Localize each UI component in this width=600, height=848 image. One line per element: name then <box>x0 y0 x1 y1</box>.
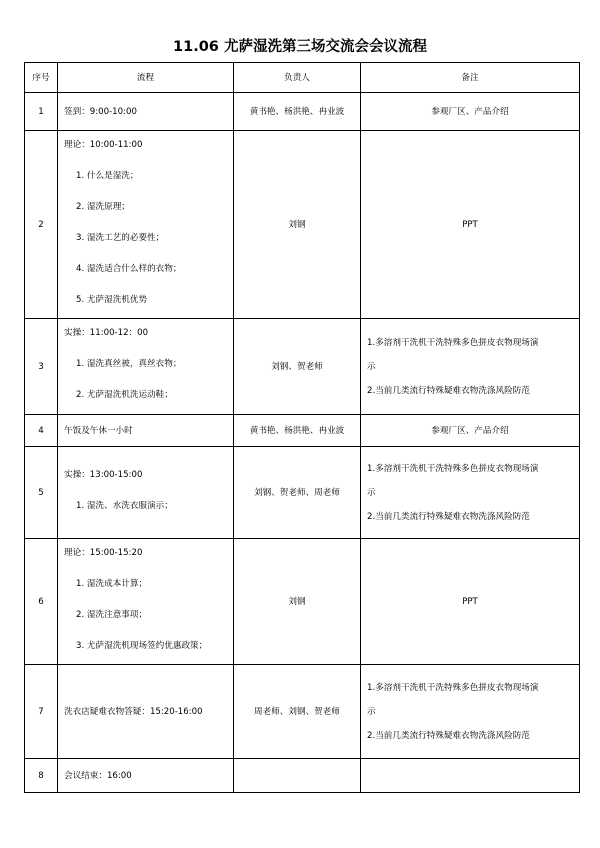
agenda-table <box>24 62 580 793</box>
row-owner: 周老师、刘钢、贺老师 <box>234 665 361 759</box>
row-no: 6 <box>25 539 58 665</box>
row-flow: 午饭及午休一小时 <box>58 415 234 447</box>
row-owner: 刘钢、贺老师 <box>234 319 361 415</box>
row-notes: PPT <box>361 131 580 319</box>
table-row <box>25 665 580 759</box>
table-row <box>25 415 580 447</box>
row-no: 5 <box>25 447 58 539</box>
row-owner: 刘钢 <box>234 539 361 665</box>
header-owner: 负责人 <box>234 63 361 93</box>
row-notes: 参观厂区、产品介绍 <box>361 93 580 131</box>
header-row <box>25 63 580 93</box>
row-owner: 黄书艳、杨洪艳、冉业波 <box>234 415 361 447</box>
row-notes <box>361 759 580 793</box>
row-notes: 1.多溶剂干洗机干洗特殊多色拼皮衣物现场演 示 2.当前几类流行特殊疑难衣物洗涤风险防范 <box>361 447 580 539</box>
row-no: 2 <box>25 131 58 319</box>
row-no: 4 <box>25 415 58 447</box>
table-row <box>25 447 580 539</box>
row-flow: 理论：10:00-11:00 1. 什么是湿洗； 2. 湿洗原理； 3. 湿洗工艺的必要性； 4. 湿洗适合什么样的衣物； 5. 尤萨湿洗机优势 <box>58 131 234 319</box>
header-no: 序号 <box>25 63 58 93</box>
table-row <box>25 131 580 319</box>
row-flow: 实操：11:00-12：00 1. 湿洗真丝被，真丝衣物； 2. 尤萨湿洗机洗运动鞋； <box>58 319 234 415</box>
table-row <box>25 93 580 131</box>
row-notes: 参观厂区、产品介绍 <box>361 415 580 447</box>
row-no: 8 <box>25 759 58 793</box>
row-flow: 洗衣店疑难衣物答疑：15:20-16:00 <box>58 665 234 759</box>
row-owner: 黄书艳、杨洪艳、冉业波 <box>234 93 361 131</box>
page-title: 11.06 尤萨湿洗第三场交流会会议流程 <box>173 39 427 55</box>
row-no: 1 <box>25 93 58 131</box>
row-owner: 刘钢 <box>234 131 361 319</box>
header-flow: 流程 <box>58 63 234 93</box>
row-notes: 1.多溶剂干洗机干洗特殊多色拼皮衣物现场演 示 2.当前几类流行特殊疑难衣物洗涤风险防范 <box>361 319 580 415</box>
row-flow: 会议结束：16:00 <box>58 759 234 793</box>
row-no: 3 <box>25 319 58 415</box>
table-row <box>25 539 580 665</box>
header-notes: 备注 <box>361 63 580 93</box>
table-row <box>25 319 580 415</box>
row-notes: 1.多溶剂干洗机干洗特殊多色拼皮衣物现场演 示 2.当前几类流行特殊疑难衣物洗涤风险防范 <box>361 665 580 759</box>
row-owner <box>234 759 361 793</box>
row-flow: 理论：15:00-15:20 1. 湿洗成本计算； 2. 湿洗注意事项； 3. 尤萨湿洗机现场签约优惠政策； <box>58 539 234 665</box>
table-row <box>25 759 580 793</box>
row-notes: PPT <box>361 539 580 665</box>
row-owner: 刘钢、贺老师、周老师 <box>234 447 361 539</box>
row-flow: 签到：9:00-10:00 <box>58 93 234 131</box>
row-no: 7 <box>25 665 58 759</box>
row-flow: 实操：13:00-15:00 1. 湿洗、水洗衣服演示； <box>58 447 234 539</box>
